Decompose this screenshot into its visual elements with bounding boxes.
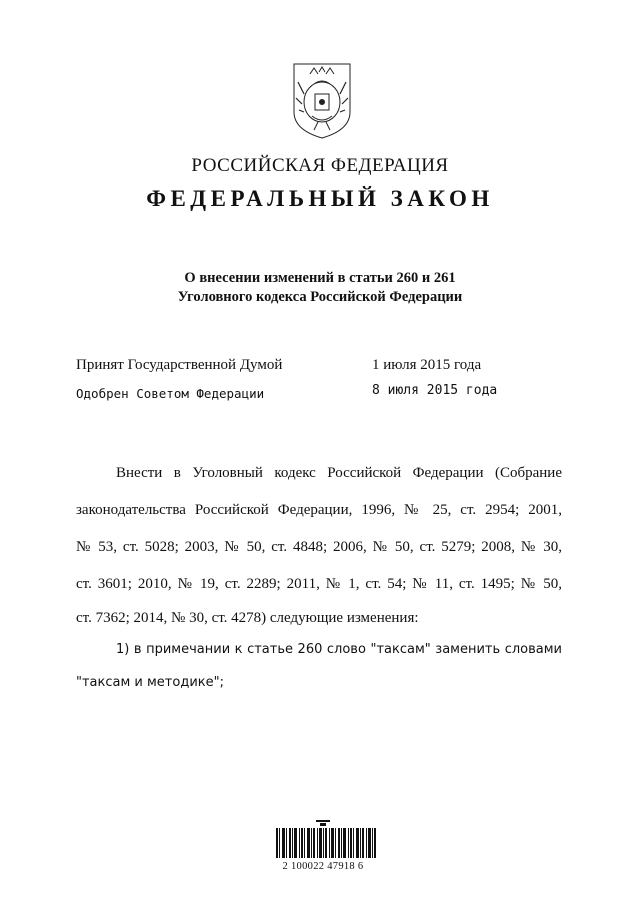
paragraph-2-line-1: 1) в примечании к статье 260 слово "таксам" заменить словами (116, 642, 562, 657)
paragraph-1-line-2: законодательства Российской Федерации, 1996, № 25, ст. 2954; 2001, (76, 502, 562, 518)
law-subject-line-2: Уголовного кодекса Российской Федерации (177, 289, 463, 305)
law-subject-line-1: О внесении изменений в статьи 260 и 261 (184, 270, 456, 286)
paragraph-1-line-1: Внести в Уголовный кодекс Российской Федерации (Собрание (116, 465, 562, 481)
russian-coat-of-arms-icon (288, 60, 356, 140)
country-title: РОССИЙСКАЯ ФЕДЕРАЦИЯ (191, 155, 449, 176)
paragraph-2-line-2: "таксам и методике"; (76, 675, 224, 690)
adopted-label: Принят Государственной Думой (76, 357, 283, 373)
approved-label: Одобрен Советом Федерации (76, 386, 265, 401)
law-subject (0, 269, 640, 307)
document-type-title: ФЕДЕРАЛЬНЫЙ ЗАКОН (146, 186, 494, 211)
barcode-number: 2 100022 47918 6 (282, 861, 364, 872)
barcode-icon (276, 820, 376, 858)
approved-date: 8 июля 2015 года (372, 383, 498, 398)
paragraph-1-line-5: ст. 7362; 2014, № 30, ст. 4278) следующие изменения: (76, 610, 419, 626)
paragraph-1-line-4: ст. 3601; 2010, № 19, ст. 2289; 2011, № 1, ст. 54; № 11, ст. 1495; № 50, (76, 576, 562, 592)
paragraph-1-line-3: № 53, ст. 5028; 2003, № 50, ст. 4848; 2006, № 50, ст. 5279; 2008, № 30, (76, 539, 562, 555)
adopted-date: 1 июля 2015 года (372, 357, 482, 373)
